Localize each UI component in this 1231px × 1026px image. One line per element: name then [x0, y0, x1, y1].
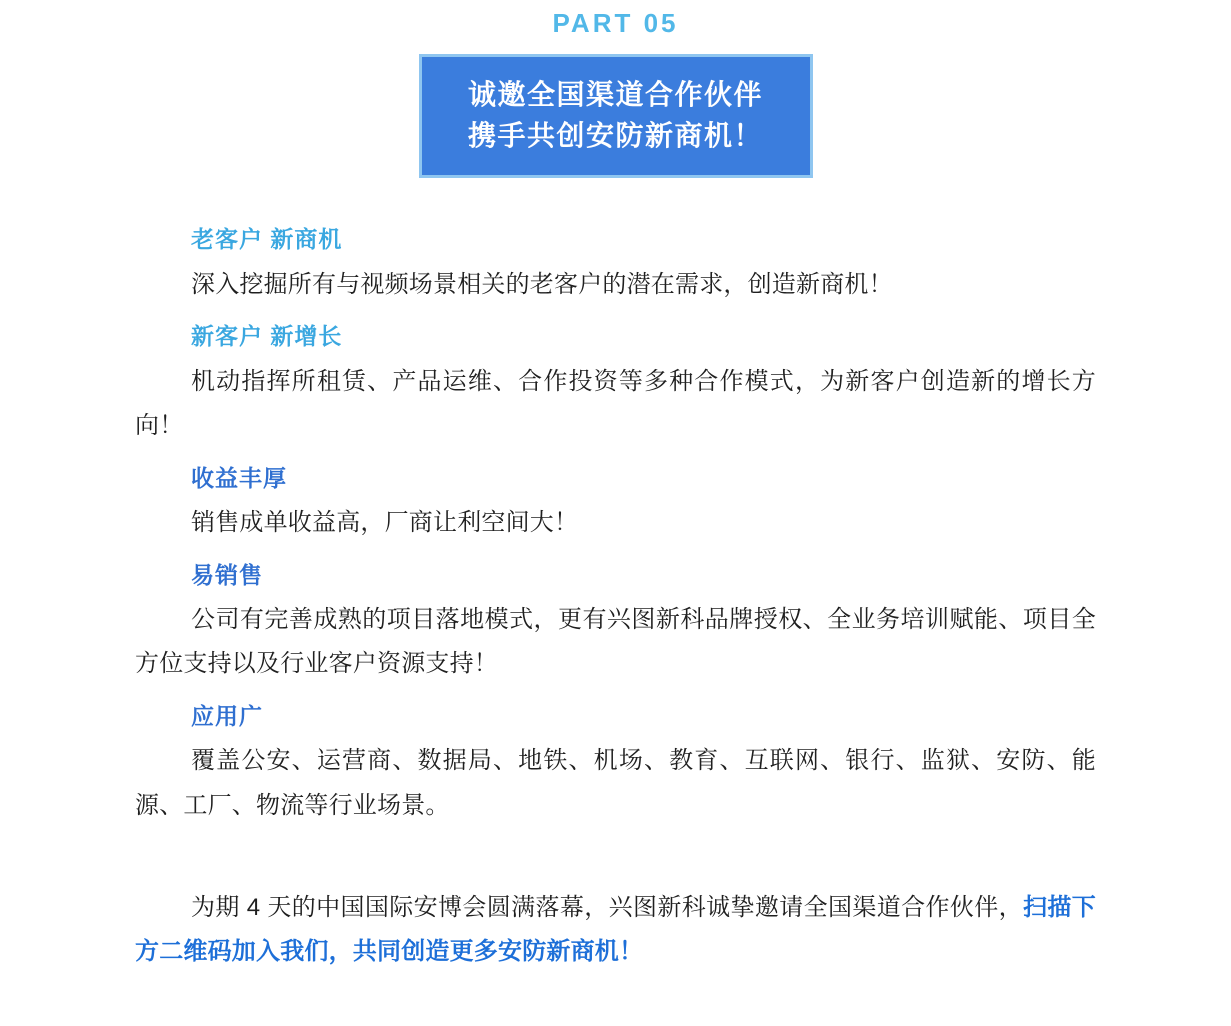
section-heading: 新客户 新增长 [191, 323, 343, 350]
closing-text [135, 886, 1096, 975]
section-item [135, 558, 1096, 687]
section-item [135, 222, 1096, 307]
section-heading: 老客户 新商机 [191, 226, 343, 253]
section-text: 销售成单收益高，厂商让利空间大！ [191, 509, 579, 537]
section-text: 深入挖掘所有与视频场景相关的老客户的潜在需求，创造新商机！ [191, 270, 893, 298]
section-text: 公司有完善成熟的项目落地模式，更有兴图新科品牌授权、全业务培训赋能、项目全方位支持以及行业客户资源支持！ [135, 606, 1096, 678]
part-label: PART 05 [552, 8, 679, 38]
closing-text-highlight: 扫描下方二维码加入我们，共同创造更多安防新商机！ [135, 894, 1096, 966]
section-item [135, 461, 1096, 546]
section-heading: 易销售 [191, 561, 263, 588]
title-line-1: 诚邀全国渠道合作伙伴 [467, 78, 763, 110]
section-heading: 收益丰厚 [191, 464, 287, 491]
closing-text-normal: 为期 4 天的中国国际安博会圆满落幕，兴图新科诚挚邀请全国渠道合作伙伴， [191, 894, 1024, 922]
closing-paragraph [135, 886, 1096, 975]
section-text: 覆盖公安、运营商、数据局、地铁、机场、教育、互联网、银行、监狱、安防、能源、工厂、物流等行业场景。 [135, 747, 1096, 819]
section-text: 机动指挥所租赁、产品运维、合作投资等多种合作模式，为新客户创造新的增长方向！ [135, 367, 1096, 440]
section-heading: 应用广 [191, 702, 263, 729]
section-item [135, 319, 1096, 448]
content-body [0, 222, 1231, 974]
title-line-2: 携手共创安防新商机！ [467, 120, 763, 152]
title-banner [419, 54, 813, 179]
section-item [135, 699, 1096, 828]
